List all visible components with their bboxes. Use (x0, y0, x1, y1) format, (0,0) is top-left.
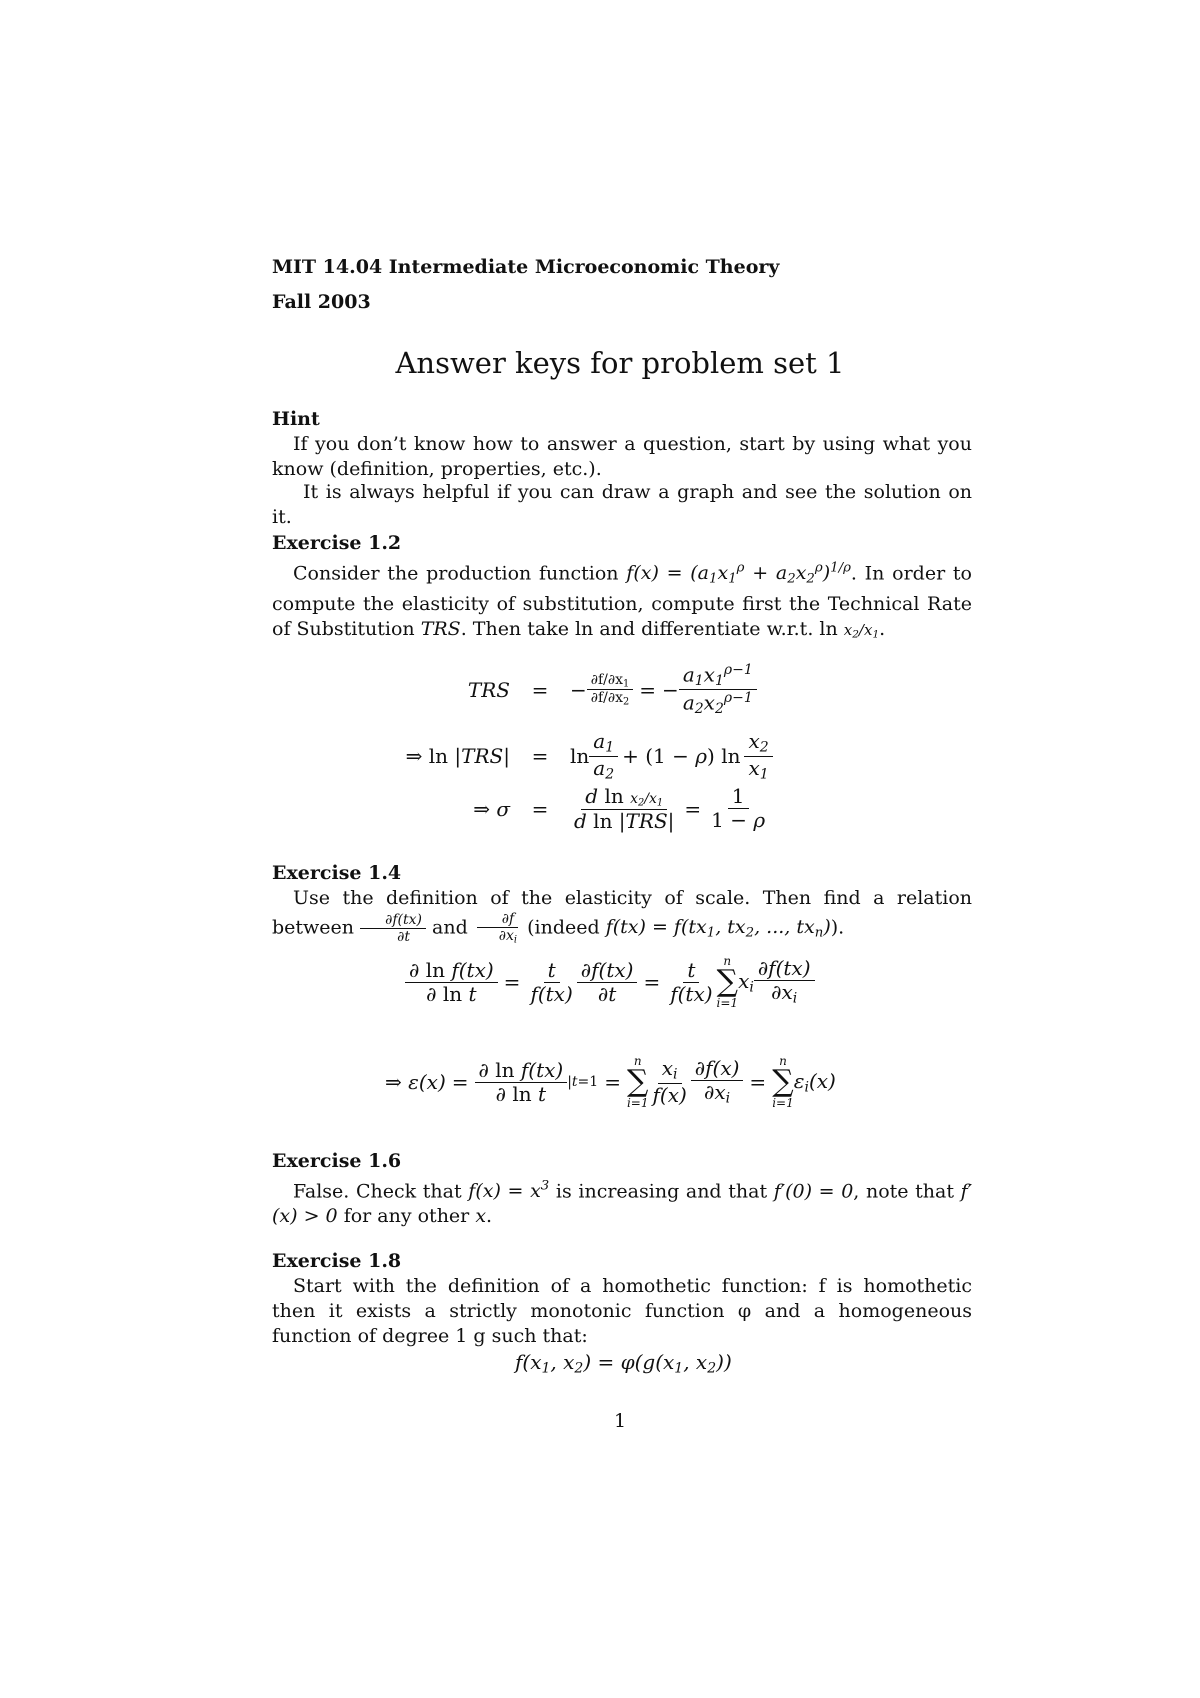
equation-scale-derivative: $\frac{\text{∂ ln f(tx)}}{\text{∂ ln t}}$ = $\frac{t}{f(tx)}$ $\frac{\partial f(tx)}{\partial t}$ = $\frac{t}{f(tx)}$ n ∑ i=1 $x_i$ $\frac{\partial f(tx)}{\partial x_i}$ (405, 955, 815, 1009)
exercise-1-2-text: Consider the production function $f(x) = (a_1x_1^\rho + a_2x_2^\rho)^{1/\rho}$. In order to compute the elasticity of substitution, compute first the Technical Rate of Substitution TRS. Then take ln and differentiate w.r.t. $\ln x_2/x_1$. (272, 561, 972, 641)
exercise-1-6-heading: Exercise 1.6 (272, 1150, 402, 1172)
equation-homothetic: $f(x_1$, $x_2) = \varphi(g(x_1$, $x_2$)) (515, 1350, 732, 1377)
exercise-1-8-text: Start with the definition of a homothetic function: f is homothetic then it exists a strictly monotonic function φ and a homogeneous function of degree 1 g such that: (272, 1275, 972, 1347)
exercise-1-4-text: Use the definition of the elasticity of scale. Then find a relation between $\frac{\partial f(tx)}{\partial t}$ and $\frac{\partial f}{\partial x_i}$ (indeed $f(tx) = f(tx_1$, $tx_2$, ..., $tx_n$)). (272, 887, 972, 946)
equation-sigma: ⇒ σ = $\frac{d \ln x_2/x_1}{\text{d ln |TRS|}}$ = $\frac{1}{1 - \rho}$ (473, 784, 766, 833)
course-title: MIT 14.04 Intermediate Microeconomic Theory (272, 256, 780, 278)
equation-elasticity-of-scale: ⇒ ε(x) = $\frac{\text{∂ ln f(tx)}}{\text{∂ ln t}}$ |t=1 = n ∑ i=1 $\frac{x_i}{f(x)}$ $\frac{\partial f(x)}{\partial x_i}$ = n ∑ i=1 $\varepsilon_i(x)$ (385, 1054, 836, 1110)
exercise-1-6-text: False. Check that $f(x) = x^3$ is increasing and that f′(0) = 0, note that f′(x) > 0 for any other x. (272, 1179, 973, 1228)
hint-paragraph-1: If you don’t know how to answer a question, start by using what you know (definition, properties, etc.). (272, 433, 972, 480)
exercise-1-2-heading: Exercise 1.2 (272, 532, 402, 554)
equation-trs: TRS = − $\frac{\partial f/\partial x_1}{\partial f/\partial x_2}$ = − $\frac{a_1x_1^{\rho-1}}{a_2x_2^{\rho-1}}$ (350, 662, 757, 718)
hint-paragraph-2: It is always helpful if you can draw a graph and see the solution on it. (272, 481, 972, 528)
production-function: $f(x) = (a_1x_1^\rho + a_2x_2^\rho)^{1/\rho}$ (626, 561, 851, 587)
equation-ln-trs: ⇒ ln |TRS| = ln $\frac{a_1}{a_2}$ + (1 − ρ) ln $\frac{x_2}{x_1}$ (350, 730, 773, 782)
exercise-1-4-heading: Exercise 1.4 (272, 862, 402, 884)
hint-heading: Hint (272, 408, 320, 430)
page-title: Answer keys for problem set 1 (395, 346, 845, 380)
exercise-1-8-heading: Exercise 1.8 (272, 1250, 402, 1272)
page-number: 1 (613, 1410, 627, 1432)
term-label: Fall 2003 (272, 291, 371, 313)
